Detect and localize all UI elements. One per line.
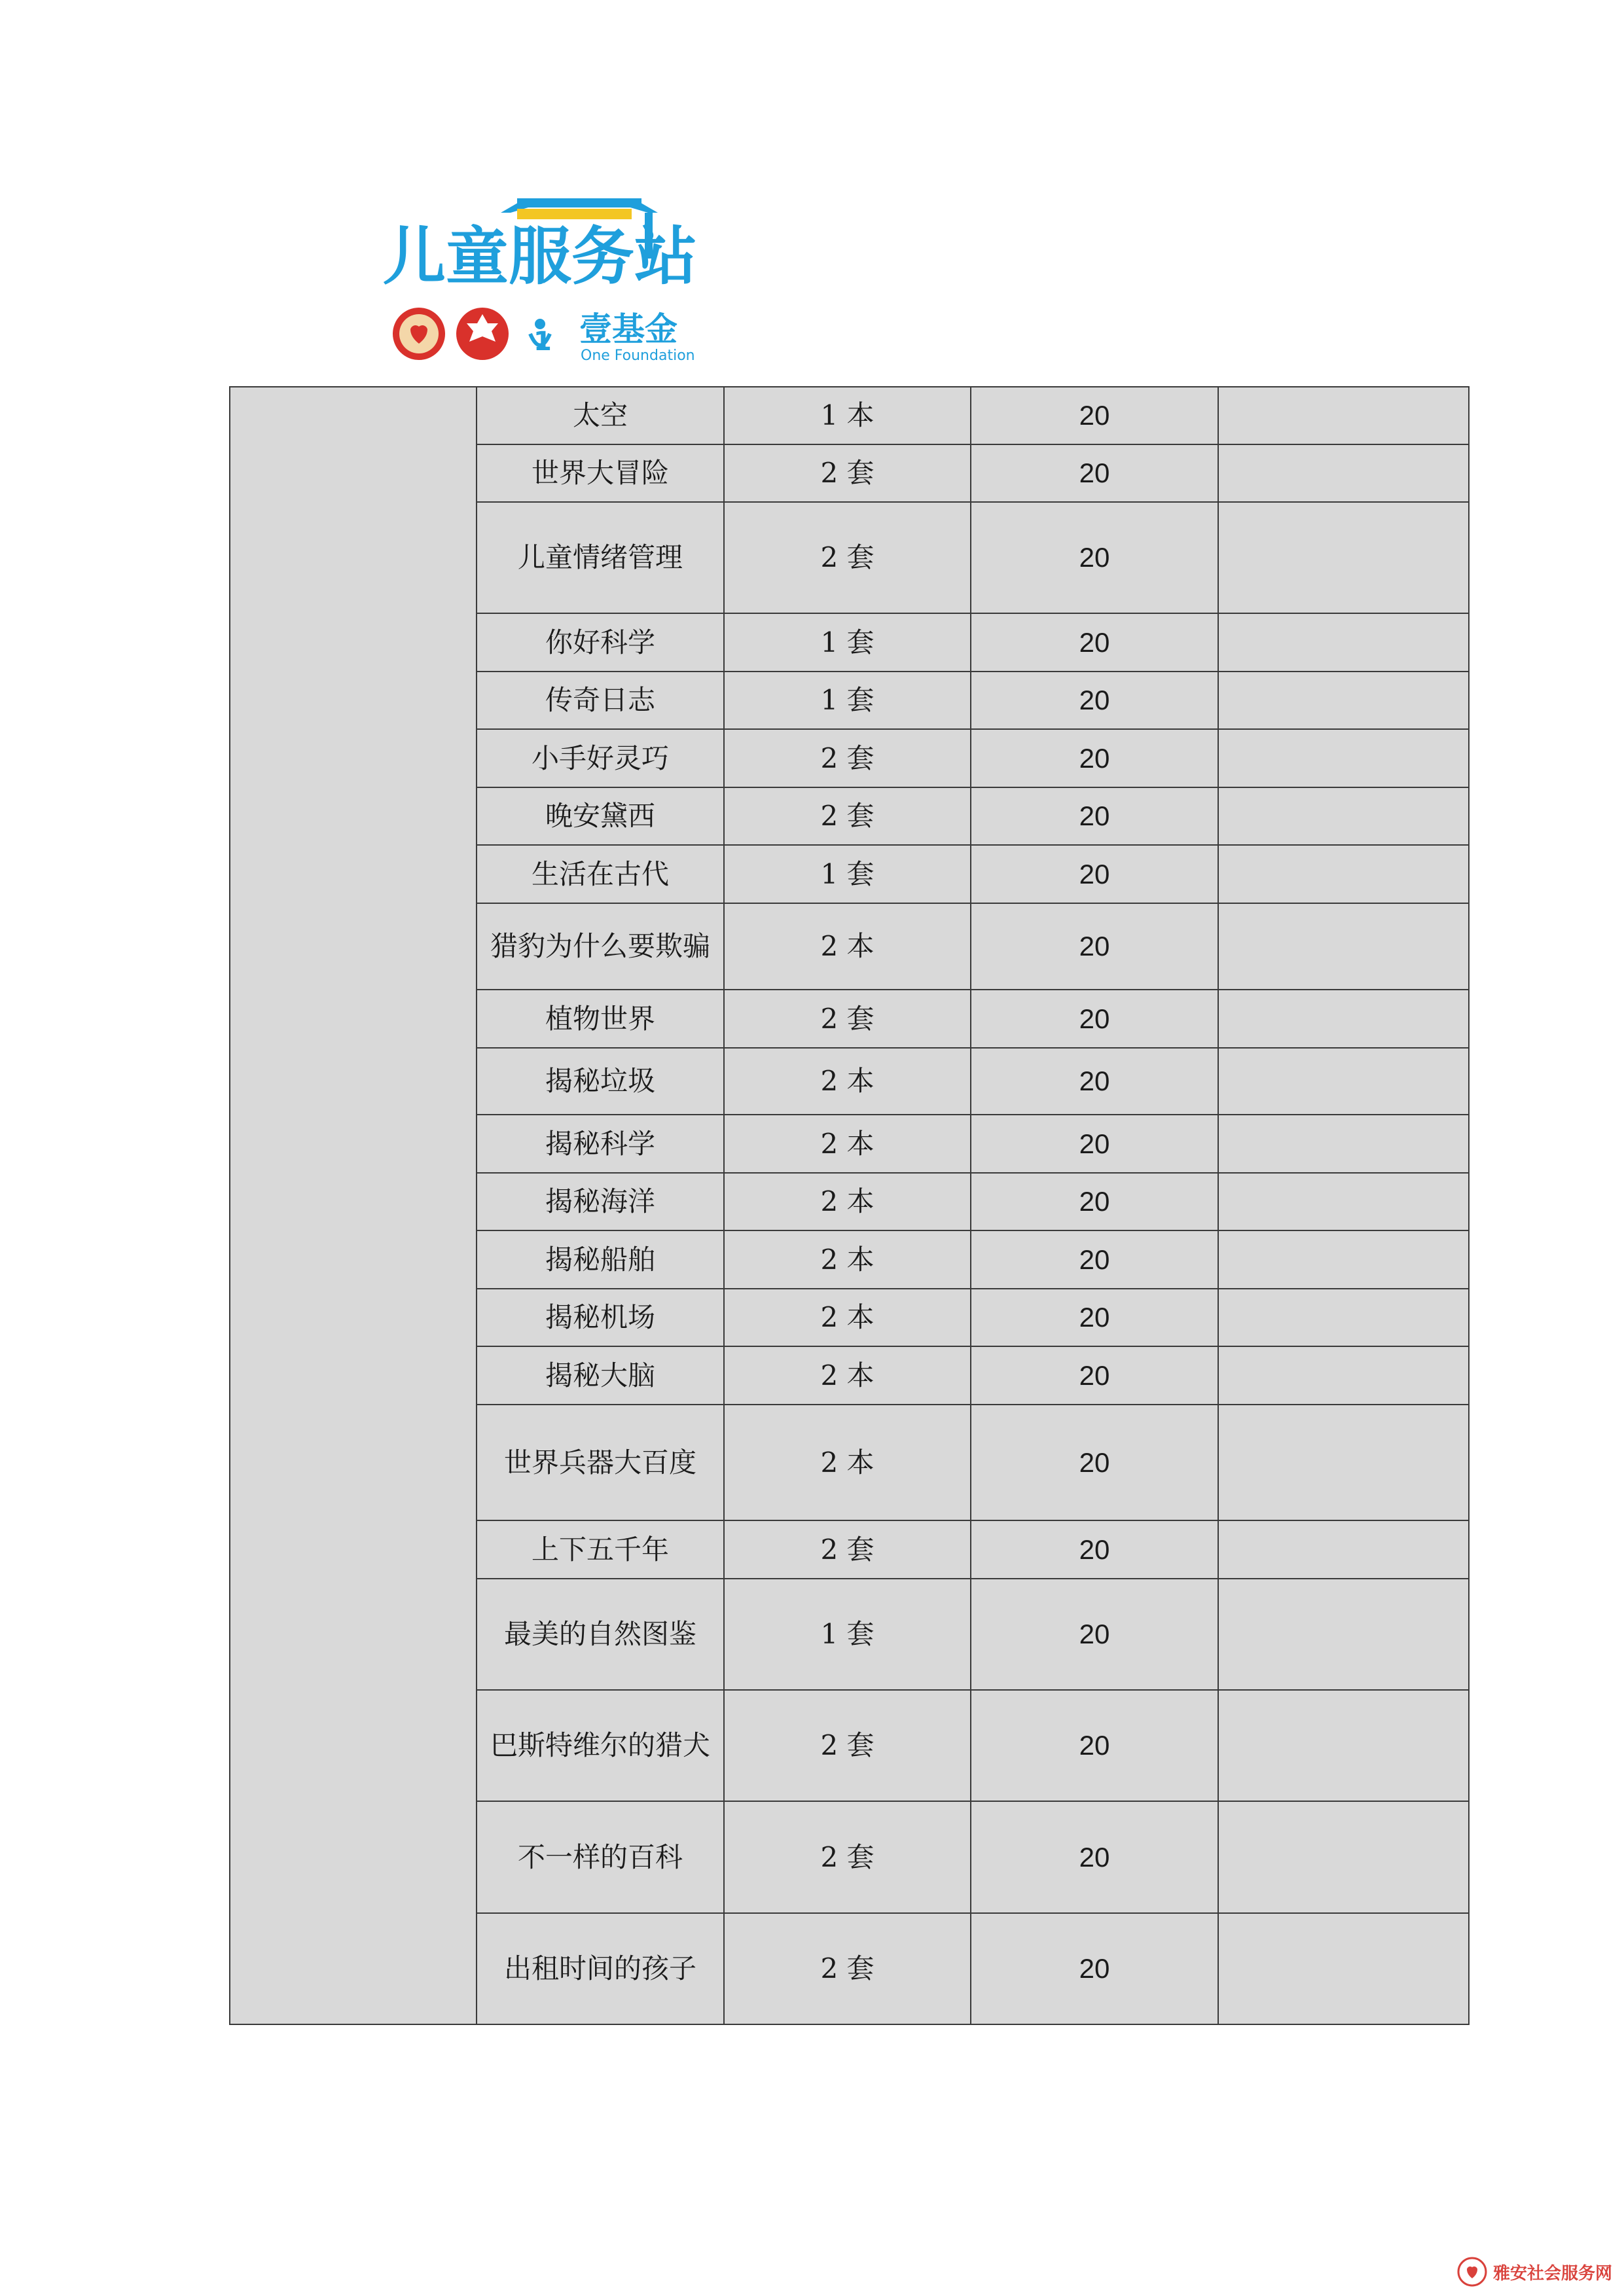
book-name-cell: 巴斯特维尔的猎犬: [477, 1690, 724, 1801]
quantity-cell: 1 套: [724, 1579, 971, 1690]
count-cell: 20: [971, 672, 1218, 729]
book-name-cell: 植物世界: [477, 990, 724, 1048]
quantity-cell: 1 套: [724, 613, 971, 672]
book-name-cell: 你好科学: [477, 613, 724, 672]
quantity-cell: 1 本: [724, 387, 971, 444]
count-cell: 20: [971, 845, 1218, 903]
note-cell: [1218, 1520, 1469, 1579]
table-row: [230, 387, 1469, 444]
book-name-cell: 小手好灵巧: [477, 729, 724, 787]
count-cell: 20: [971, 1405, 1218, 1520]
quantity-cell: 2 本: [724, 903, 971, 990]
count-cell: 20: [971, 903, 1218, 990]
book-name-cell: 最美的自然图鉴: [477, 1579, 724, 1690]
watermark: [1456, 2255, 1612, 2288]
book-name-cell: 出租时间的孩子: [477, 1913, 724, 2024]
count-cell: 20: [971, 787, 1218, 845]
count-cell: 20: [971, 990, 1218, 1048]
quantity-cell: 2 本: [724, 1048, 971, 1115]
book-name-cell: 揭秘海洋: [477, 1173, 724, 1230]
note-cell: [1218, 1230, 1469, 1289]
note-cell: [1218, 1801, 1469, 1913]
note-cell: [1218, 1289, 1469, 1346]
quantity-cell: 2 本: [724, 1230, 971, 1289]
quantity-cell: 2 套: [724, 1913, 971, 2024]
count-cell: 20: [971, 613, 1218, 672]
book-name-cell: 揭秘科学: [477, 1115, 724, 1173]
svg-text:1: 1: [533, 327, 552, 357]
logo-graphic: [383, 193, 710, 367]
count-cell: 20: [971, 1048, 1218, 1115]
book-name-cell: 猎豹为什么要欺骗: [477, 903, 724, 990]
quantity-cell: 2 本: [724, 1173, 971, 1230]
count-cell: 20: [971, 502, 1218, 613]
count-cell: 20: [971, 1579, 1218, 1690]
book-name-cell: 太空: [477, 387, 724, 444]
book-name-cell: 揭秘垃圾: [477, 1048, 724, 1115]
book-name-cell: 生活在古代: [477, 845, 724, 903]
count-cell: 20: [971, 1801, 1218, 1913]
book-name-cell: 传奇日志: [477, 672, 724, 729]
quantity-cell: 1 套: [724, 845, 971, 903]
note-cell: [1218, 729, 1469, 787]
quantity-cell: 2 本: [724, 1115, 971, 1173]
quantity-cell: 1 套: [724, 672, 971, 729]
quantity-cell: 2 本: [724, 1405, 971, 1520]
quantity-cell: 2 本: [724, 1289, 971, 1346]
count-cell: 20: [971, 1230, 1218, 1289]
quantity-cell: 2 套: [724, 1520, 971, 1579]
count-cell: 20: [971, 1289, 1218, 1346]
book-name-cell: 揭秘大脑: [477, 1346, 724, 1405]
note-cell: [1218, 444, 1469, 502]
quantity-cell: 2 本: [724, 1346, 971, 1405]
count-cell: 20: [971, 729, 1218, 787]
note-cell: [1218, 1690, 1469, 1801]
count-cell: 20: [971, 1173, 1218, 1230]
quantity-cell: 2 套: [724, 1690, 971, 1801]
count-cell: 20: [971, 1115, 1218, 1173]
note-cell: [1218, 1115, 1469, 1173]
count-cell: 20: [971, 444, 1218, 502]
book-name-cell: 揭秘船舶: [477, 1230, 724, 1289]
note-cell: [1218, 1048, 1469, 1115]
note-cell: [1218, 1173, 1469, 1230]
count-cell: 20: [971, 1913, 1218, 2024]
note-cell: [1218, 1579, 1469, 1690]
count-cell: 20: [971, 387, 1218, 444]
table-body: [230, 387, 1469, 2024]
note-cell: [1218, 502, 1469, 613]
quantity-cell: 2 套: [724, 990, 971, 1048]
logo-title: 儿童服务站: [383, 220, 697, 293]
count-cell: 20: [971, 1690, 1218, 1801]
logo-fund-en: One Foundation: [581, 348, 695, 364]
book-name-cell: 揭秘机场: [477, 1289, 724, 1346]
count-cell: 20: [971, 1520, 1218, 1579]
note-cell: [1218, 1913, 1469, 2024]
book-name-cell: 不一样的百科: [477, 1801, 724, 1913]
logo-fund-cn: 壹基金: [579, 310, 677, 348]
quantity-cell: 2 套: [724, 444, 971, 502]
watermark-text: 雅安社会服务网: [1492, 2263, 1612, 2284]
note-cell: [1218, 903, 1469, 990]
book-name-cell: 世界大冒险: [477, 444, 724, 502]
note-cell: [1218, 990, 1469, 1048]
book-name-cell: 儿童情绪管理: [477, 502, 724, 613]
note-cell: [1218, 613, 1469, 672]
quantity-cell: 2 套: [724, 502, 971, 613]
quantity-cell: 2 套: [724, 729, 971, 787]
note-cell: [1218, 1405, 1469, 1520]
watermark-heart-icon: [1456, 2256, 1488, 2287]
book-name-cell: 晚安黛西: [477, 787, 724, 845]
note-cell: [1218, 787, 1469, 845]
note-cell: [1218, 387, 1469, 444]
category-cell: [230, 387, 477, 2024]
logo-children-service-station: [383, 193, 710, 367]
book-inventory-table: [229, 386, 1470, 2025]
note-cell: [1218, 672, 1469, 729]
note-cell: [1218, 845, 1469, 903]
quantity-cell: 2 套: [724, 1801, 971, 1913]
quantity-cell: 2 套: [724, 787, 971, 845]
note-cell: [1218, 1346, 1469, 1405]
book-name-cell: 世界兵器大百度: [477, 1405, 724, 1520]
book-name-cell: 上下五千年: [477, 1520, 724, 1579]
count-cell: 20: [971, 1346, 1218, 1405]
